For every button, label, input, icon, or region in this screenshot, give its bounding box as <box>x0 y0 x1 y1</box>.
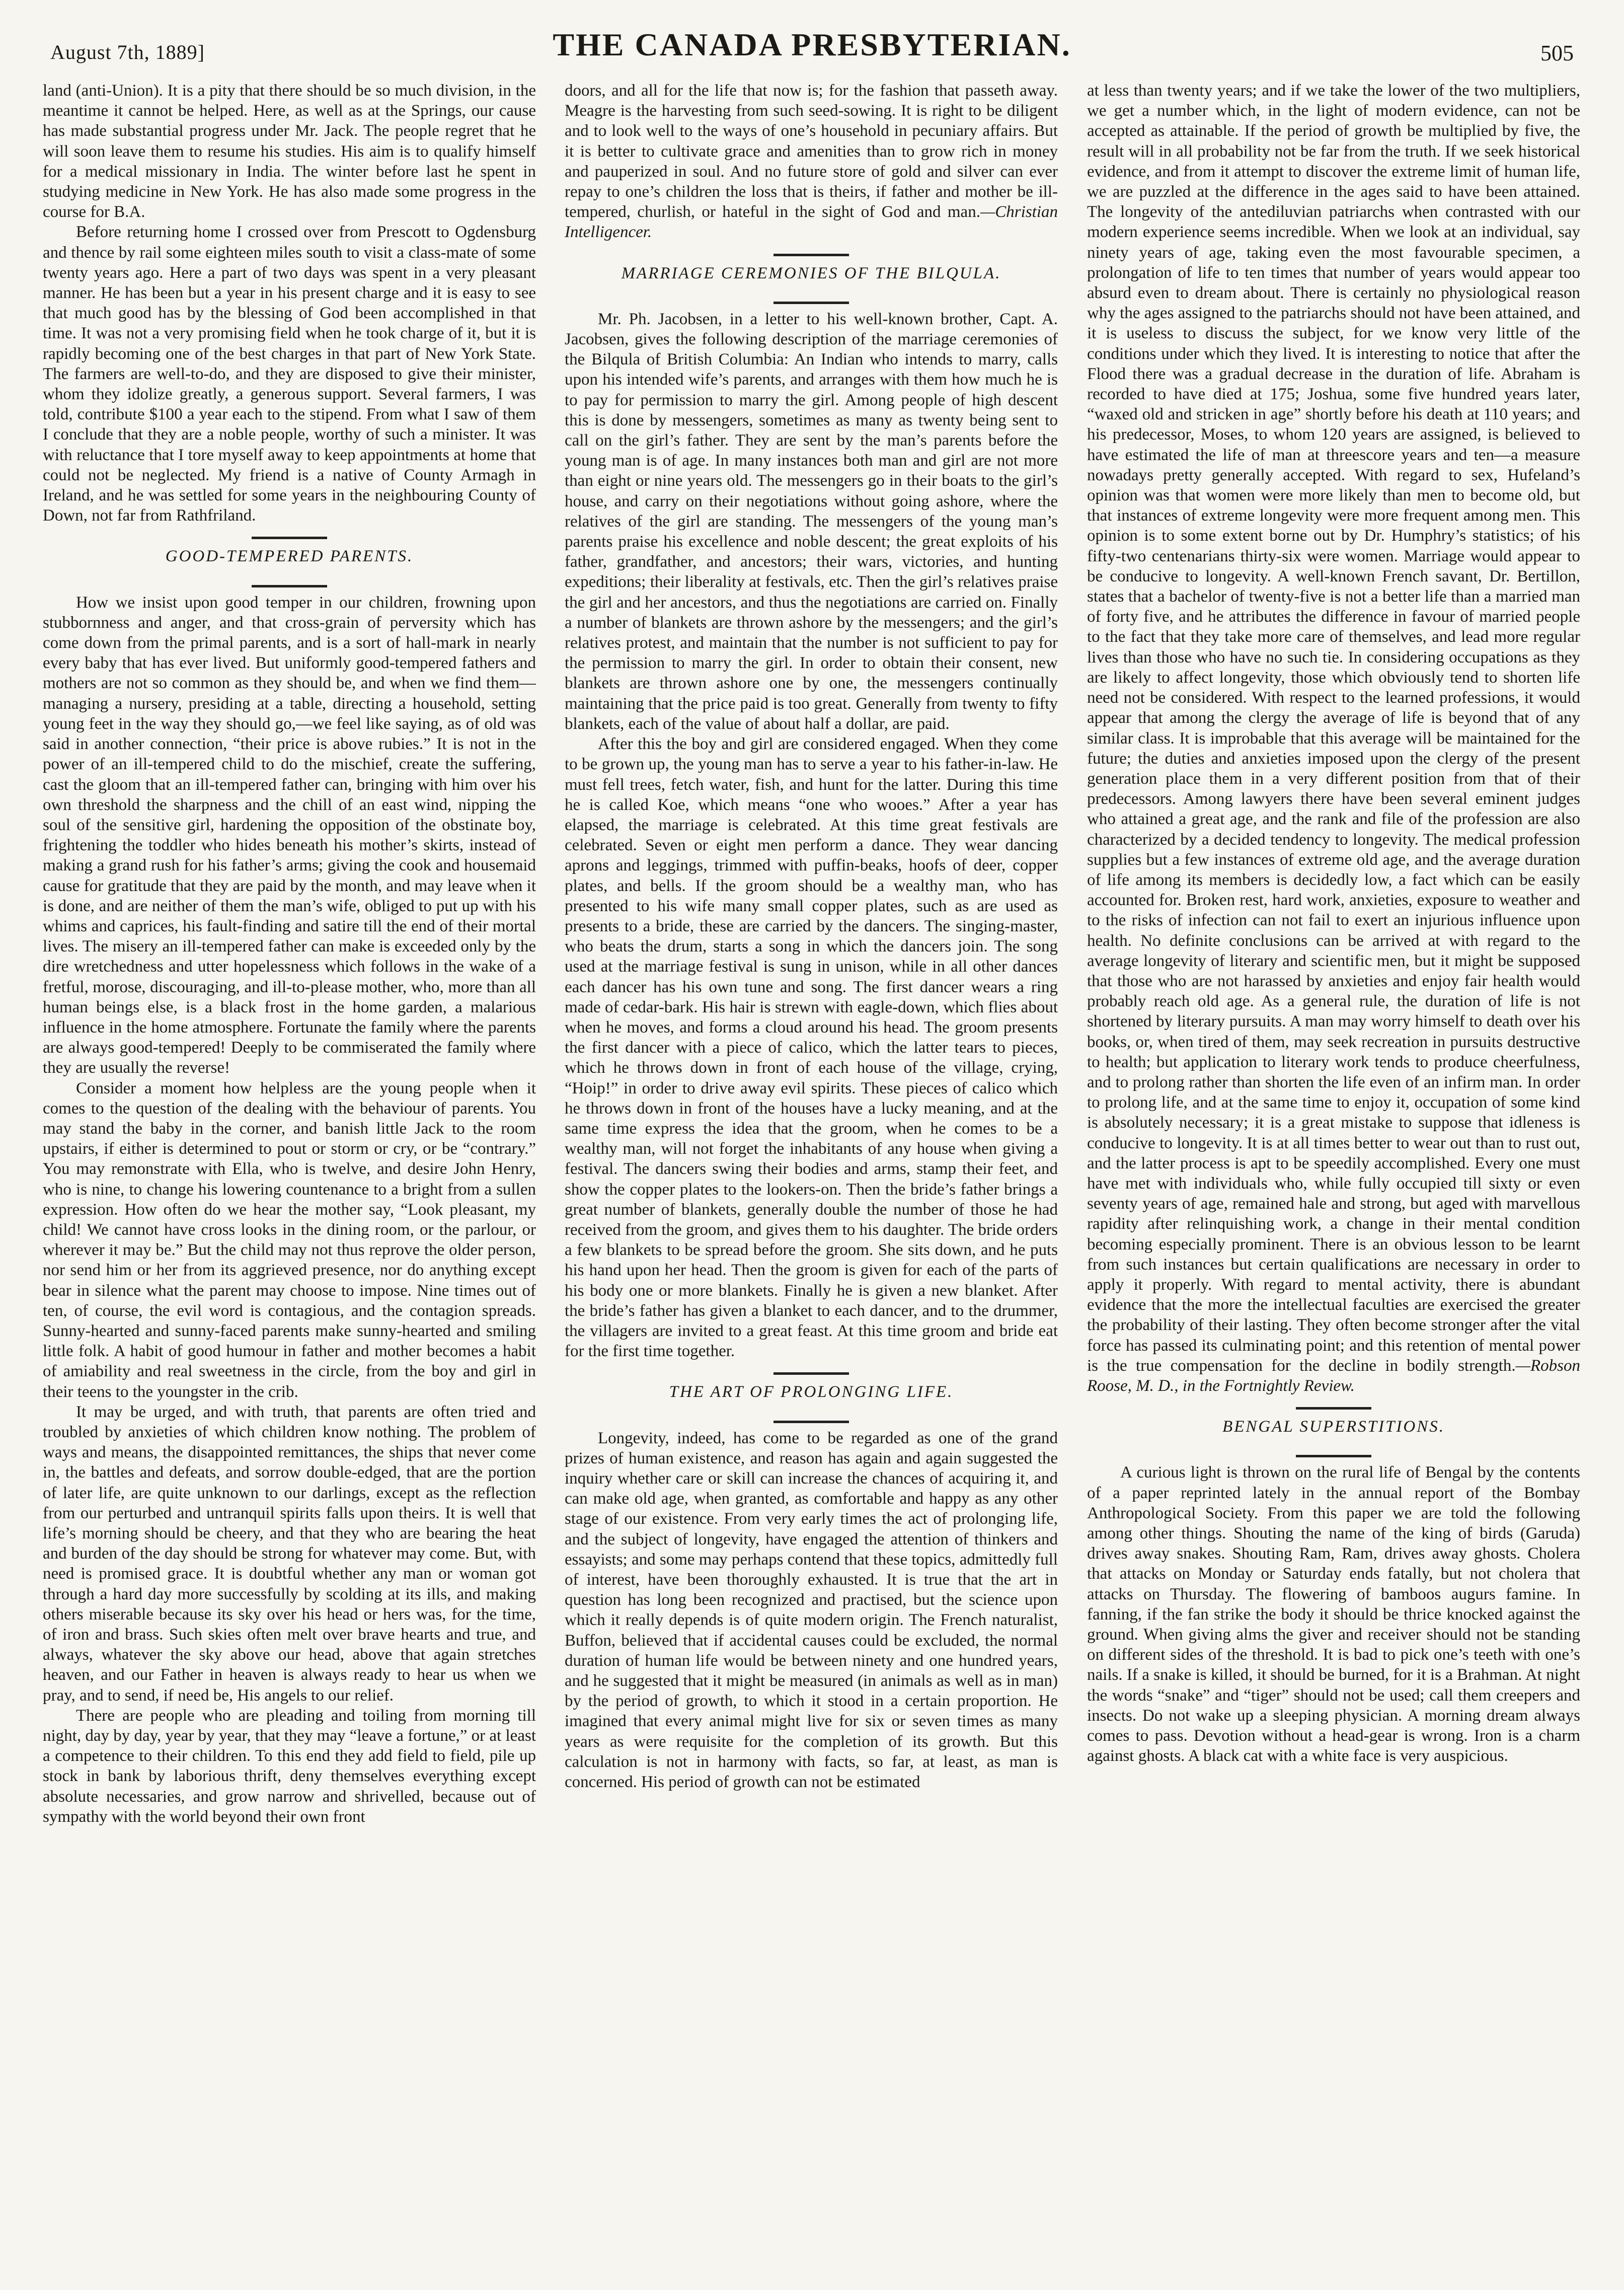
article-paragraph: After this the boy and girl are considered engaged. When they come to be grown up, the young man has to serve a year to his father-in-law. He must fell trees, fetch water, fish, and hunt for the latter. During this time he is called Koe, which means “one who wooes.” After a year has elapsed, the marriage is celebrated. At this time great festivals are celebrated. Seven or eight men perform a dance. They wear dancing aprons and leggings, trimmed with puffin-beaks, hoofs of deer, copper plates, and bells. If the groom should be a wealthy man, who has presented to his wife many small copper plates, such as are used as presents to a bride, these are carried by the dancers. The singing-master, who beats the drum, starts a song in which the dancers join. The song used at the marriage festival is sung in unison, while in all other dances each dancer has his own tune and song. The first dancer wears a ring made of cedar-bark. His hair is strewn with eagle-down, which flies about when he moves, and forms a cloud around his head. The groom presents the first dancer with a piece of calico, which the latter tears to pieces, which he throws down in front of each house of the village, crying, “Hoip!” in order to drive away evil spirits. These pieces of calico which he throws down in front of the houses have a lucky meaning, and at the same time express the idea that the groom, when he comes to be a wealthy man, will not forget the inhabitants of any house when giving a festival. The dancers swing their bodies and arms, stamp their feet, and show the copper plates to the lookers-on. Then the bride’s father brings a great number of blankets, generally double the number of those he had received from the groom, and gives them to his daughter. The bride orders a few blankets to be spread before the groom. She sits down, and he puts his hand upon her head. Then the groom is given for each of the parts of his body one or more blankets. Finally he is given a new blanket. After the bride’s father has given a blanket to each dancer, and to the drummer, the villagers are invited to a great feast. At this time groom and bride eat for the first time together. <box>565 735 1058 1361</box>
article-paragraph <box>1087 81 1580 1396</box>
article-paragraph: Longevity, indeed, has come to be regarded as one of the grand prizes of human existence, and reason has again and again suggested the inquiry whether care or skill can increase the chances of acquiring it, and can make old age, when granted, as comfortable and happy as any other stage of our existence. From very early times the act of prolonging life, and the subject of longevity, have engaged the attention of thinkers and essayists; and some may perhaps contend that these topics, admittedly full of interest, have been thoroughly exhausted. It is true that the art in question has long been recognized and practised, but the science upon which it really depends is of quite modern origin. The French naturalist, Buffon, believed that if accidental causes could be excluded, the normal duration of human life would be between ninety and one hundred years, and he suggested that it might be measured (in animals as well as in man) by the period of growth, to which it stood in a certain proportion. He imagined that every animal might live for six or seven times as many years as were requisite for the completion of its growth. But this calculation is not in harmony with facts, so far, at least, as man is concerned. His period of growth can not be estimated <box>565 1429 1058 1792</box>
paragraph-text: at less than twenty years; and if we take the lower of the two multipliers, we get a number which, in the light of modern evidence, can not be accepted as attainable. If the period of growth be multiplied by five, the result will in all probability not be far from the truth. If we seek historical evidence, and from it attempt to discover the extreme limit of human life, we are puzzled at the difference in the ages said to have been attained. The longevity of the antediluvian patriarchs when contrasted with our modern experience seems incredible. When we look at an individual, say ninety years of age, taking even the most favourable specimen, a prolongation of life to ten times that number of years would appear too absurd even to dream about. There is certainly no physiological reason why the ages assigned to the patriarchs should not have been attained, and it is useless to discuss the subject, for we know very little of the conditions under which they lived. It is interesting to notice that after the Flood there was a gradual decrease in the duration of life. Abraham is recorded to have died at 175; Joshua, some five hundred years later, “waxed old and stricken in age” shortly before his death at 110 years; and his predecessor, Moses, to whom 120 years are assigned, is believed to have estimated the life of man at threescore years and ten—a measure nowadays pretty generally accepted. With regard to sex, Hufeland’s opinion was that women were more likely than men to become old, but that instances of extreme longevity were more frequent among men. This opinion is to some extent borne out by Dr. Humphry’s statistics; of his fifty-two centenarians thirty-six were women. Marriage would appear to be conducive to longevity. A well-known French savant, Dr. Bertillon, states that a bachelor of twenty-five is not a better life than a married man of forty five, and he attributes the difference in favour of married people to the fact that they take more care of themselves, and lead more regular lives than those who have no such tie. In considering occupations as they are likely to affect longevity, those which obviously tend to shorten life need not be considered. With respect to the learned professions, it would appear that among the clergy the average of life is beyond that of any similar class. It is improbable that this average will be maintained for the future; the duties and anxieties imposed upon the clergy of the present generation place them in a very different position from that of their predecessors. Among lawyers there have been several eminent judges who attained a great age, and the rank and file of the profession are also characterized by a decided tendency to longevity. The medical profession supplies but a few instances of extreme old age, and the average duration of life among its members is decidedly low, a fact which can be easily accounted for. Broken rest, hard work, anxieties, exposure to weather and to the risks of infection can not fail to exert an injurious influence upon health. No definite conclusions can be arrived at with regard to the average longevity of literary and scientific men, but it might be supposed that those who are not harassed by anxieties and enjoy fair health would probably reach old age. As a general rule, the duration of life is not shortened by literary pursuits. A man may worry himself to death over his books, or, when tired of them, may seek recreation in pursuits destructive to health; but application to literary work tends to produce cheerfulness, and to prolong rather than shorten the life even of an infirm man. In order to prolong life, and at the same time to enjoy it, occupation of some kind is absolutely necessary; it is a great mistake to suppose that idleness is conducive to longevity. It is at all times better to wear out than to rust out, and the latter process is apt to be speedily accomplished. Every one must have met with individuals who, while fully occupied till sixty or even seventy years of age, remained hale and strong, but aged with marvellous rapidity after relinquishing work, a change in their mental condition becoming especially prominent. There is an obvious lesson to be learnt from such instances but certain qualifications are necessary in order to apply it properly. With regard to mental activity, there is abundant evidence that the more the intellectual faculties are exercised the greater the probability of their lasting. They often become stronger after the vital force has passed its culminating point; and this retention of mental power is the true compensation for the decline in bodily strength. <box>1087 82 1580 1375</box>
page-number: 505 <box>1540 41 1574 65</box>
article-paragraph <box>565 81 1058 243</box>
paragraph-text: doors, and all for the life that now is; for the fashion that passeth away. Meagre is the harvesting from such seed-sowing. It is right to be diligent and to look well to the ways of one’s household in pecuniary affairs. But it is better to cultivate grace and amenities than to grow rich in money and pauperized in soul. And no future store of gold and silver can ever repay to one’s children the loss that is theirs, if father and mother be ill-tempered, churlish, or hateful in the sight of God and man. <box>565 82 1058 221</box>
section-divider <box>774 254 849 256</box>
column-left <box>43 81 536 2265</box>
article-heading-good-tempered-parents: GOOD-TEMPERED PARENTS. <box>165 547 414 566</box>
section-divider <box>1296 1407 1371 1410</box>
article-heading-bengal-superstitions: BENGAL SUPERSTITIONS. <box>1222 1418 1445 1436</box>
heading-divider <box>774 302 849 304</box>
issue-date: August 7th, 1889] <box>50 41 205 63</box>
article-paragraph: land (anti-Union). It is a pity that there should be so much division, in the meantime it cannot be helped. Here, as well as at the Springs, our cause has made substantial progress under Mr. Jack. The people regret that he will soon leave them to resume his studies. His aim is to qualify himself for a medical missionary in India. The winter before last he spent in studying medicine in New York. He has also made some progress in the course for B.A. <box>43 82 536 221</box>
page-header <box>50 20 1574 76</box>
section-divider <box>774 1372 849 1375</box>
heading-divider <box>252 585 327 587</box>
article-source: —Christian Intelligencer. <box>565 203 1058 242</box>
section-divider <box>252 537 327 539</box>
article-heading-prolonging-life: THE ART OF PROLONGING LIFE. <box>669 1383 954 1401</box>
heading-divider <box>774 1421 849 1423</box>
article-paragraph: Mr. Ph. Jacobsen, in a letter to his well-known brother, Capt. A. Jacobsen, gives the following description of the marriage ceremonies of the Bilqula of British Columbia: An Indian who intends to marry, calls upon his intended wife’s parents, and arranges with them how much he is to pay for permission to marry the girl. Among people of high descent this is done by messengers, sometimes as many as twenty being sent to call on the girl’s father. They are sent by the man’s parents before the young man is of age. In many instances both man and girl are not more than eight or nine years old. The messengers go in their boats to the girl’s house, and carry on their negotiations without going ashore, where the relatives of the girl are standing. The messengers of the young man’s parents praise his excellence and noble descent; the great exploits of his father, grandfather, and ancestors; their wars, victories, and hunting expeditions; their liberality at festivals, etc. Then the girl’s relatives praise the girl and her ancestors, and thus the negotiations are carried on. Finally a number of blankets are thrown ashore by the messengers; and the girl’s relatives protest, and maintain that the number is not sufficient to pay for the permission to marry the girl. In order to obtain their consent, new blankets are thrown ashore one by one, the messengers continually maintaining that the price paid is too great. Generally from twenty to fifty blankets, each of the value of about half a dollar, are paid. <box>565 310 1058 733</box>
article-paragraph: There are people who are pleading and toiling from morning till night, day by day, year by year, that they may “leave a fortune,” or at least a competence to their children. To this end they add field to field, pile up stock in bank by laborious thrift, deny themselves everything except absolute necessaries, and grow narrow and shrivelled, because out of sympathy with the world beyond their own front <box>43 1706 536 1826</box>
column-middle <box>565 81 1058 2265</box>
article-heading-marriage-ceremonies: MARRIAGE CEREMONIES OF THE BILQULA. <box>621 264 1001 282</box>
article-paragraph: Consider a moment how helpless are the young people when it comes to the question of the dealing with the behaviour of parents. You may stand the baby in the corner, and banish little Jack to the room upstairs, if either is determined to pout or storm or cry, or be “contrary.” You may remonstrate with Ella, who is twelve, and desire John Henry, who is nine, to change his lowering countenance to a bright from a sullen expression. How often do we hear the mother say, “Look pleasant, my child! We cannot have cross looks in the dining room, or the parlour, or wherever it may be.” But the child may not thus reprove the older person, nor send him or her from its aggrieved presence, nor do anything except bear in silence what the parent may choose to impose. Nine times out of ten, of course, the evil word is contagious, and the contagion spreads. Sunny-hearted and sunny-faced parents make sunny-hearted and smiling little folk. A habit of good humour in father and mother becomes a habit of amiability and real sweetness in the circle, from the boy and girl in their teens to the youngster in the crib. <box>43 1079 536 1401</box>
article-paragraph: How we insist upon good temper in our children, frowning upon stubbornness and anger, and that cross-grain of perversity which has come down from the primal parents, and is a sort of hall-mark in nearly every baby that has ever lived. But uniformly good-tempered fathers and mothers are not so common as they should be, and when we find them—managing a nursery, presiding at a table, directing a household, setting young feet in the way they should go,—we feel like saying, as of old was said in another connection, “their price is above rubies.” It is not in the power of an ill-tempered child to do the mischief, create the suffering, cast the gloom that an ill-tempered father can, bringing with him over his own threshold the sharpness and the chill of an east wind, nipping the soul of the sensitive girl, hardening the opposition of the obstinate boy, frightening the toddler who hides beneath his mother’s skirts, instead of making a grand rush for his father’s arms; giving the cook and housemaid cause for gratitude that they are paid by the month, and may leave when it is done, and are neither of them the man’s wife, obliged to put up with his whims and caprices, his fault-finding and satire till the end of their mortal lives. The misery an ill-tempered father can make is exceeded only by the dire wretchedness and utter hopelessness which follows in the wake of a fretful, morose, discouraging, and ill-to-please mother, who, more than all human beings else, is a black frost in the home garden, a malarious influence in the home atmosphere. Fortunate the family where the parents are always good-tempered! Deeply to be commiserated the family where they are usually the reverse! <box>43 593 536 1077</box>
article-paragraph: A curious light is thrown on the rural life of Bengal by the contents of a paper reprinted lately in the annual report of the Bombay Anthropological Society. From this paper we are told the following among other things. Shouting the name of the king of birds (Garuda) drives away snakes. Shouting Ram, Ram, drives away ghosts. Cholera that attacks on Monday or Saturday ends fatally, but not cholera that attacks on Thursday. The flowering of bamboos augurs famine. In fanning, if the fan strike the body it should be thrice knocked against the ground. When giving alms the giver and receiver should not be standing on different sides of the threshold. It is bad to pick one’s teeth with one’s nails. If a snake is killed, it should be burned, for it is a Brahman. At night the words “snake” and “tiger” should not be used; call them creepers and insects. Do not wake up a sleeping physician. A morning dream always comes to pass. Devotion without a head-gear is wrong. Iron is a charm against ghosts. A black cat with a white face is very auspicious. <box>1087 1463 1580 1765</box>
article-paragraph: It may be urged, and with truth, that parents are often tried and troubled by anxieties of which children know nothing. The problem of ways and means, the disappointed remittances, the ships that never come in, the battles and defeats, and sorrow double-edged, that are the portion of later life, are quite unknown to our darlings, except as the reflection from our perturbed and untranquil spirits falls upon theirs. It is well that life’s morning should be cheery, and that they who are bearing the heat and burden of the day should be strong for whatever may come. But, with need is promised grace. It is doubtful whether any man or woman got through a hard day more successfully by scolding at its ills, and making others miserable because its sky over his head or hers was, for the time, of iron and brass. Such skies often melt over brave hearts and true, and always, whatever the sky above our head, above that again stretches heaven, and our Father in heaven is always ready to hear us when we pray, and to send, if need be, His angels to our relief. <box>43 1402 536 1705</box>
column-right <box>1087 81 1580 2265</box>
heading-divider <box>1296 1455 1371 1457</box>
masthead-title: THE CANADA PRESBYTERIAN. <box>553 27 1071 62</box>
article-paragraph: Before returning home I crossed over from Prescott to Ogdensburg and thence by rail some eighteen miles south to visit a class-mate of some twenty years ago. Here a part of two days was spent in a very pleasant manner. He has been but a year in his present charge and it is easy to see that much good has by the blessing of God been accomplished in that time. It was not a very promising field when he took charge of it, but it is rapidly becoming one of the best charges in that part of New York State. The farmers are well-to-do, and they are disposed to give their minister, whom they idolize greatly, a generous support. Several farmers, I was told, contribute $100 a year each to the stipend. From what I saw of them I conclude that they are a noble people, worthy of such a minister. It was with reluctance that I tore myself away to keep appointments at home that could not be neglected. My friend is a native of County Armagh in Ireland, and he was settled for some years in the neighbouring County of Down, not far from Rathfriland. <box>43 223 536 525</box>
article-source: —Robson Roose, M. D., in the Fortnightly Review. <box>1087 1356 1580 1395</box>
